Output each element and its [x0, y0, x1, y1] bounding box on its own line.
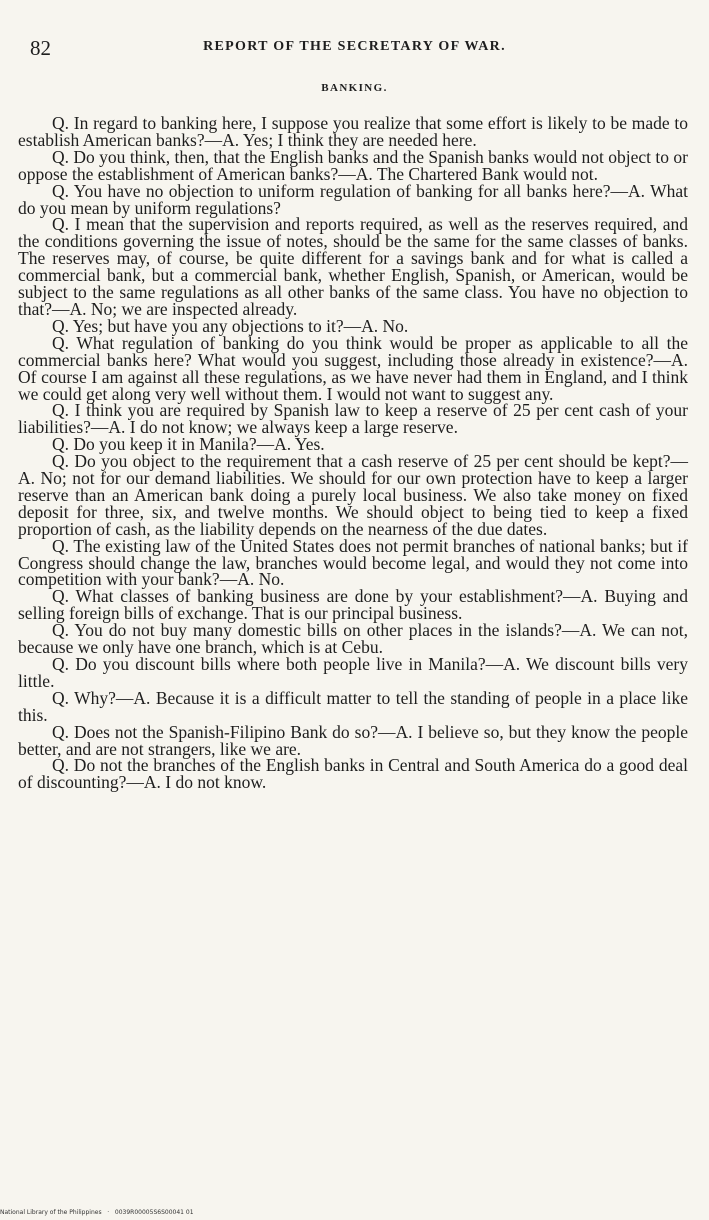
qa-paragraph: Q. Do you keep it in Manila?—A. Yes.: [52, 434, 325, 455]
qa-paragraph: Q. I mean that the supervision and reports required, as well as the reserves required, and the conditions governing the issue of notes, should be the same for the same classes of banks. The reserves may, of course, be quite different for a savings bank and for what is called a commercial bank, but a commercial bank, whether English, Spanish, or American, would be subject to the same regulations as all other banks of the same class. You have no objection to that?—A. No; we are inspected already.: [18, 214, 688, 319]
qa-paragraph: Q. Yes; but have you any objections to it?—A. No.: [52, 315, 409, 336]
qa-paragraph: Q. In regard to banking here, I suppose you realize that some effort is likely to be made to establish American banks?—A. Yes; I think they are needed here.: [18, 113, 688, 150]
qa-paragraph: Q. The existing law of the United States does not permit branches of national banks; but if Congress should change the law, branches would become legal, and would they not come into competition with your bank?—A. No.: [18, 535, 688, 590]
body-text: [18, 115, 688, 791]
qa-paragraph: Q. Does not the Spanish-Filipino Bank do so?—A. I believe so, but they know the people better, and are not strangers, like we are.: [18, 721, 688, 759]
qa-paragraph: Q. Why?—A. Because it is a difficult matter to tell the standing of people in a place like this.: [18, 687, 688, 725]
qa-paragraph: Q. What classes of banking business are done by your establishment?—A. Buying and selling foreign bills of exchange. That is our principal business.: [18, 586, 688, 624]
qa-paragraph: Q. You do not buy many domestic bills on other places in the islands?—A. We can not, because we only have one branch, which is at Cebu.: [18, 620, 688, 658]
qa-paragraph: Q. I think you are required by Spanish law to keep a reserve of 25 per cent cash of your liabilities?—A. I do not know; we always keep a large reserve.: [18, 400, 688, 438]
qa-paragraph: Q. You have no objection to uniform regulation of banking for all banks here?—A. What do you mean by uniform regulations?: [18, 180, 688, 218]
qa-paragraph: Q. Do you think, then, that the English banks and the Spanish banks would not object to or oppose the establishment of American banks?—A. The Chartered Bank would not.: [18, 146, 688, 184]
qa-paragraph: Q. Do you object to the requirement that a cash reserve of 25 per cent should be kept?—A. No; not for our demand liabilities. We should for our own protection have to keep a larger reserve than an American bank doing a purely local business. We also take money on fixed deposit for three, six, and twelve months. We should object to being tied to keep a fixed proportion of cash, as the liability depends on the nearness of the due dates.: [18, 451, 688, 539]
section-heading: BANKING.: [321, 82, 388, 94]
page-header: [30, 36, 679, 60]
qa-paragraph: Q. What regulation of banking do you think would be proper as applicable to all the commercial banks here? What would you suggest, including those already in existence?—A. Of course I am against all these regulations, as we have never had them in England, and I think we could get along very well without them. I would not want to suggest any.: [18, 332, 688, 404]
page-number: 82: [30, 36, 51, 60]
qa-paragraph: Q. Do you discount bills where both people live in Manila?—A. We discount bills very little.: [18, 654, 688, 691]
qa-paragraph: Q. Do not the branches of the English banks in Central and South America do a good deal of discounting?—A. I do not know.: [18, 755, 688, 793]
scan-footer: National Library of the Philippines · 0039R00005S6S00041 01: [0, 1209, 194, 1216]
running-head: REPORT OF THE SECRETARY OF WAR.: [203, 39, 506, 54]
